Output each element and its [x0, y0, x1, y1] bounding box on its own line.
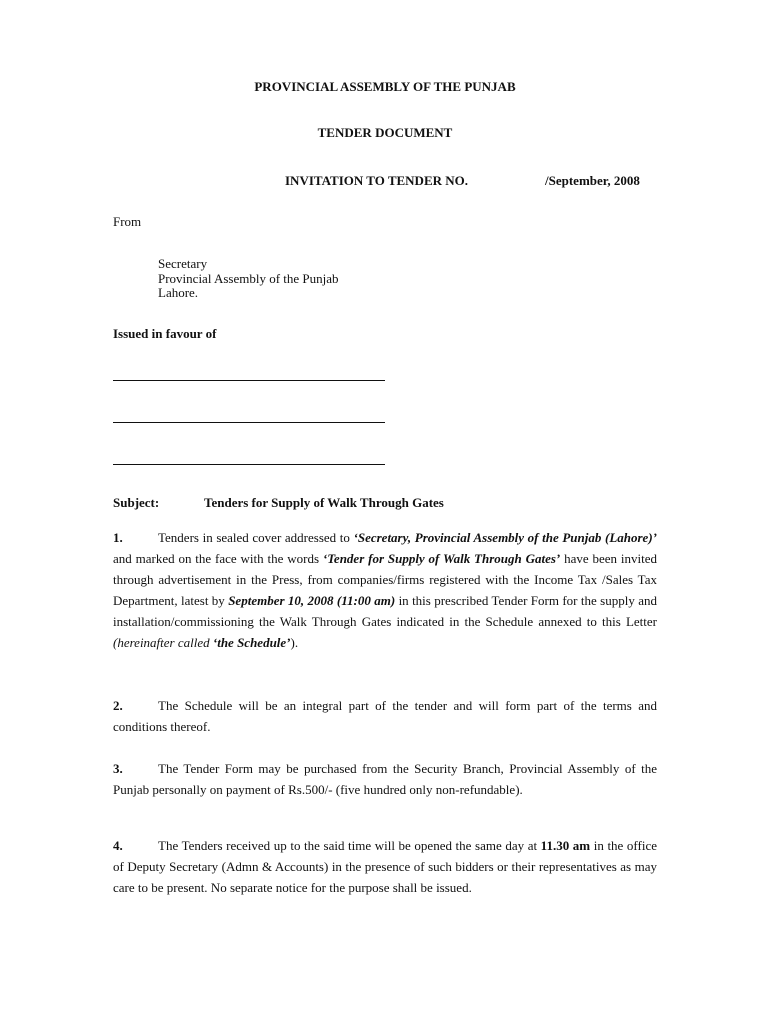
paragraph-text: The Schedule will be an integral part of the tender and will form part of the terms and conditions thereof.: [113, 698, 657, 734]
from-line-assembly: Provincial Assembly of the Punjab: [158, 271, 339, 286]
paragraph-text: in this prescribed Tender Form for the supply and installation/commissioning the Walk Through Gates indicated in the Schedule annexed to this Letter: [113, 593, 657, 629]
from-label: From: [113, 214, 142, 229]
paragraph-number: 1.: [113, 530, 123, 545]
issued-in-favour-label: Issued in favour of: [113, 326, 217, 341]
opening-time-text: 11.30 am: [540, 838, 591, 853]
paragraph-number: 3.: [113, 761, 123, 776]
addressee-text: ‘Secretary, Provincial Assembly of the Punjab (Lahore)’: [353, 530, 657, 545]
paragraph-text: The Tenders received up to the said time will be opened the same day at: [158, 838, 541, 853]
paragraph-text: in the office of Deputy Secretary (Admn & Accounts) in the presence of such bidders or their representatives as may care to be present. No separate notice for the purpose shall be issued.: [113, 838, 657, 895]
favour-blank-line-1: [113, 380, 385, 381]
paragraph-text: have been invited through advertisement in the Press, from companies/firms registered with the Income Tax /Sales Tax Department, latest by: [113, 551, 658, 608]
paragraph-text: The Tender Form may be purchased from the Security Branch, Provincial Assembly of the Punjab personally on payment of Rs.500/- (five hundred only non-refundable).: [113, 761, 657, 797]
deadline-text: September 10, 2008 (11:00 am): [228, 593, 396, 608]
paragraph-3: [113, 758, 657, 800]
cover-marking-text: ‘Tender for Supply of Walk Through Gates’: [322, 551, 561, 566]
document-title: PROVINCIAL ASSEMBLY OF THE PUNJAB: [254, 79, 516, 94]
invitation-label: INVITATION TO TENDER NO.: [285, 173, 469, 188]
schedule-term: ‘the Schedule’: [212, 635, 291, 650]
favour-blank-line-3: [113, 464, 385, 465]
subject-label: Subject:: [113, 495, 160, 510]
paragraph-text: Tenders in sealed cover addressed to: [158, 530, 354, 545]
document-type: TENDER DOCUMENT: [317, 125, 453, 140]
from-line-secretary: Secretary: [158, 256, 208, 271]
paragraph-number: 4.: [113, 838, 123, 853]
paragraph-1: [113, 527, 657, 653]
subject-text: Tenders for Supply of Walk Through Gates: [204, 495, 444, 510]
paragraph-text: and marked on the face with the words: [113, 551, 323, 566]
favour-blank-line-2: [113, 422, 385, 423]
paragraph-number: 2.: [113, 698, 123, 713]
paragraph-2: [113, 695, 657, 737]
paragraph-text: ).: [290, 635, 299, 650]
paragraph-text: (hereinafter called: [113, 635, 213, 650]
invitation-date: /September, 2008: [545, 173, 640, 188]
paragraph-4: [113, 835, 657, 898]
from-line-city: Lahore.: [158, 285, 199, 300]
